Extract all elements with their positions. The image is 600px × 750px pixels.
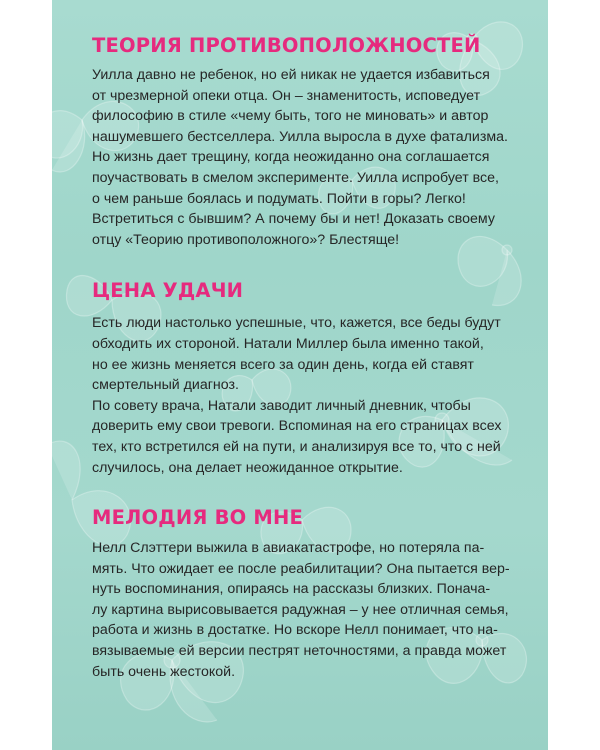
- text-line: но ее жизнь меняется всего за один день, когда ей ставят: [92, 356, 474, 373]
- text-line: Нелл Слэттери выжила в авиакатастрофе, но потеряла па-: [92, 540, 485, 557]
- section-melody-in-me: [92, 506, 512, 682]
- section-description: [92, 538, 512, 682]
- text-line: Уилла давно не ребенок, но ей никак не удается избавиться: [92, 67, 490, 83]
- text-line: нуть воспоминания, опираясь на рассказы близких. Поначa-: [92, 581, 491, 598]
- text-line: философию в стиле «чему быть, того не миновать» и автор: [92, 108, 489, 125]
- text-column: [92, 34, 512, 682]
- text-line: отцу «Теорию противоположного»? Блестяще!: [92, 231, 400, 248]
- text-line: о чем раньше боялась и подумать. Пойти в горы? Легко!: [92, 190, 466, 207]
- text-line: По совету врача, Натали заводит личный дневник, чтобы: [92, 397, 471, 414]
- text-line: доверить ему свои тревоги. Вспоминая на его страницах всех: [92, 418, 502, 435]
- text-line: Встретиться с бывшим? А почему бы и нет! Доказать своему: [92, 211, 495, 228]
- book-page: [52, 0, 548, 750]
- text-line: случилось, она делает неожиданное открытие.: [92, 459, 403, 476]
- section-theory-of-opposites: [92, 34, 512, 250]
- text-line: от чрезмерной опеки отца. Он – знаменитость, исповедует: [92, 87, 481, 104]
- text-line: обходить их стороной. Натали Миллер была именно такой,: [92, 335, 484, 352]
- text-line: Но жизнь дает трещину, когда неожиданно она соглашается: [92, 149, 490, 166]
- text-line: поучаствовать в смелом эксперименте. Уилла испробует все,: [92, 169, 499, 186]
- text-line: быть очень жестокой.: [92, 663, 236, 680]
- text-line: мять. Что ожидает ее после реабилитации? Она пытается вер-: [92, 560, 510, 577]
- text-line: лу картина вырисовывается радужная – у нее отличная семья,: [92, 601, 509, 618]
- section-description: [92, 65, 512, 250]
- section-description: [92, 313, 512, 478]
- section-title: ТЕОРИЯ ПРОТИВОПОЛОЖНОСТЕЙ: [92, 34, 481, 57]
- section-title: ЦЕНА УДАЧИ: [92, 279, 244, 303]
- text-line: нашумевшего бестселлера. Уилла выросла в духе фатализма.: [92, 128, 508, 145]
- text-line: вязываемые ей версии пестрят неточностями, а правда может: [92, 643, 507, 660]
- section-price-of-luck: [92, 279, 512, 478]
- text-line: Есть люди настолько успешные, что, кажется, все беды будут: [92, 315, 501, 332]
- section-title: МЕЛОДИЯ ВО МНЕ: [92, 506, 304, 530]
- text-line: смертельный диагноз.: [92, 377, 239, 394]
- text-line: тех, кто встретился ей на пути, и анализируя все то, что с ней: [92, 438, 501, 455]
- text-line: работа и жизнь в достатке. Но вскоре Нелл понимает, что на-: [92, 622, 498, 639]
